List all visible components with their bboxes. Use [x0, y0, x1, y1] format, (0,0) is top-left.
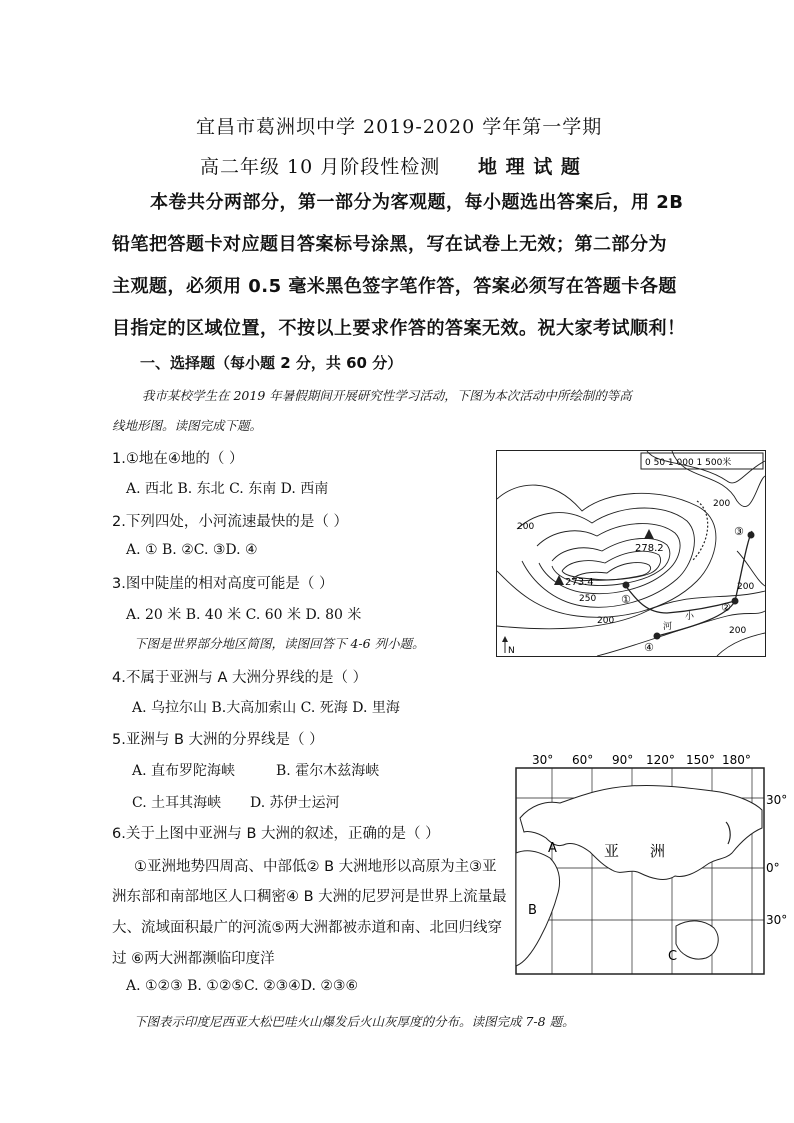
asia-label-2: 洲 [650, 842, 666, 860]
intro-line-1: 本卷共分两部分，第一部分为客观题，每小题选出答案后，用 2B [150, 192, 684, 213]
label-200-c: 200 [713, 499, 731, 509]
q2-options: A. ① B. ②C. ③D. ④ [126, 542, 258, 558]
label-c: C [668, 949, 678, 964]
north-label: N [508, 646, 515, 656]
q2-stem: 2.下列四处，小河流速最快的是（ ） [112, 514, 348, 530]
lon-90: 90° [612, 753, 634, 767]
world-map [500, 748, 792, 978]
material-1-line-1: 我市某校学生在 2019 年暑假期间开展研究性学习活动，下图为本次活动中所绘制的等高 [142, 388, 632, 403]
intro-line-4: 目指定的区域位置，不按以上要求作答的答案无效。祝大家考试顺利！ [112, 318, 686, 339]
point-2: ② [721, 601, 731, 614]
q1-options: A. 西北 B. 东北 C. 东南 D. 西南 [126, 481, 329, 497]
title-line-2-right: 地 理 试 题 [478, 156, 581, 178]
point-1: ① [621, 593, 631, 606]
q5-option-d: D. 苏伊士运河 [250, 795, 340, 811]
label-200-a: 200 [517, 522, 535, 532]
lat-30s: 30° [766, 913, 788, 927]
label-a: A [548, 841, 557, 856]
lon-30: 30° [532, 753, 554, 767]
q5-option-b: B. 霍尔木兹海峡 [276, 763, 380, 779]
q3-options: A. 20 米 B. 40 米 C. 60 米 D. 80 米 [126, 607, 362, 623]
label-200-e: 200 [729, 626, 747, 636]
label-200-b: 200 [597, 616, 615, 626]
q5-stem: 5.亚洲与 B 大洲的分界线是（ ） [112, 732, 324, 748]
material-3: 下图表示印度尼西亚大松巴哇火山爆发后火山灰厚度的分布。读图完成 7-8 题。 [134, 1014, 575, 1029]
label-250: 250 [579, 594, 597, 604]
peak-278: 278.2 [635, 543, 664, 554]
q6-stem: 6.关于上图中亚洲与 B 大洲的叙述，正确的是（ ） [112, 826, 440, 842]
q5-option-a: A. 直布罗陀海峡 [132, 763, 236, 779]
q4-options: A. 乌拉尔山 B.大高加索山 C. 死海 D. 里海 [132, 700, 400, 716]
section-heading: 一、选择题（每小题 2 分，共 60 分） [140, 354, 403, 372]
q6-options: A. ①②③ B. ①②⑤C. ②③④D. ②③⑥ [126, 978, 358, 994]
q6-line-2: 洲东部和南部地区人口稠密④ B 大洲的尼罗河是世界上流量最 [112, 889, 507, 905]
river-label-1: 小 [685, 612, 695, 622]
point-4: ④ [644, 641, 654, 654]
q4-stem: 4.不属于亚洲与 A 大洲分界线的是（ ） [112, 670, 368, 686]
lat-0: 0° [766, 861, 780, 875]
material-1-line-2: 线地形图。读图完成下题。 [112, 418, 263, 433]
lon-150: 150° [686, 753, 715, 767]
scale-label: 0 50 1 000 1 500米 [645, 458, 732, 468]
lon-120: 120° [646, 753, 675, 767]
point-3: ③ [734, 525, 744, 538]
q1-stem: 1.①地在④地的（ ） [112, 451, 244, 467]
lat-30n: 30° [766, 793, 788, 807]
lon-180: 180° [722, 753, 751, 767]
q6-line-1: ①亚洲地势四周高、中部低② B 大洲地形以高原为主③亚 [134, 859, 497, 875]
q3-stem: 3.图中陡崖的相对高度可能是（ ） [112, 576, 334, 592]
contour-map [496, 450, 766, 657]
intro-line-3: 主观题，必须用 0.5 毫米黑色签字笔作答，答案必须写在答题卡各题 [112, 276, 677, 297]
q6-line-3: 大、流域面积最广的河流⑤两大洲都被赤道和南、北回归线穿 [112, 920, 502, 936]
river-label-2: 河 [663, 622, 673, 632]
q6-line-4: 过 ⑥两大洲都濒临印度洋 [112, 951, 275, 967]
asia-label-1: 亚 [604, 842, 620, 860]
q5-option-c: C. 土耳其海峡 [132, 795, 222, 811]
peak-273: 273.4 [565, 577, 594, 588]
material-2: 下图是世界部分地区简图，读图回答下 4-6 列小题。 [134, 636, 425, 651]
label-b: B [528, 903, 537, 918]
intro-line-2: 铅笔把答题卡对应题目答案标号涂黑，写在试卷上无效；第二部分为 [112, 234, 667, 255]
lon-60: 60° [572, 753, 594, 767]
title-line-1: 宜昌市葛洲坝中学 2019-2020 学年第一学期 [196, 116, 603, 138]
title-line-2-left: 高二年级 10 月阶段性检测 [200, 156, 441, 178]
label-200-d: 200 [737, 582, 755, 592]
